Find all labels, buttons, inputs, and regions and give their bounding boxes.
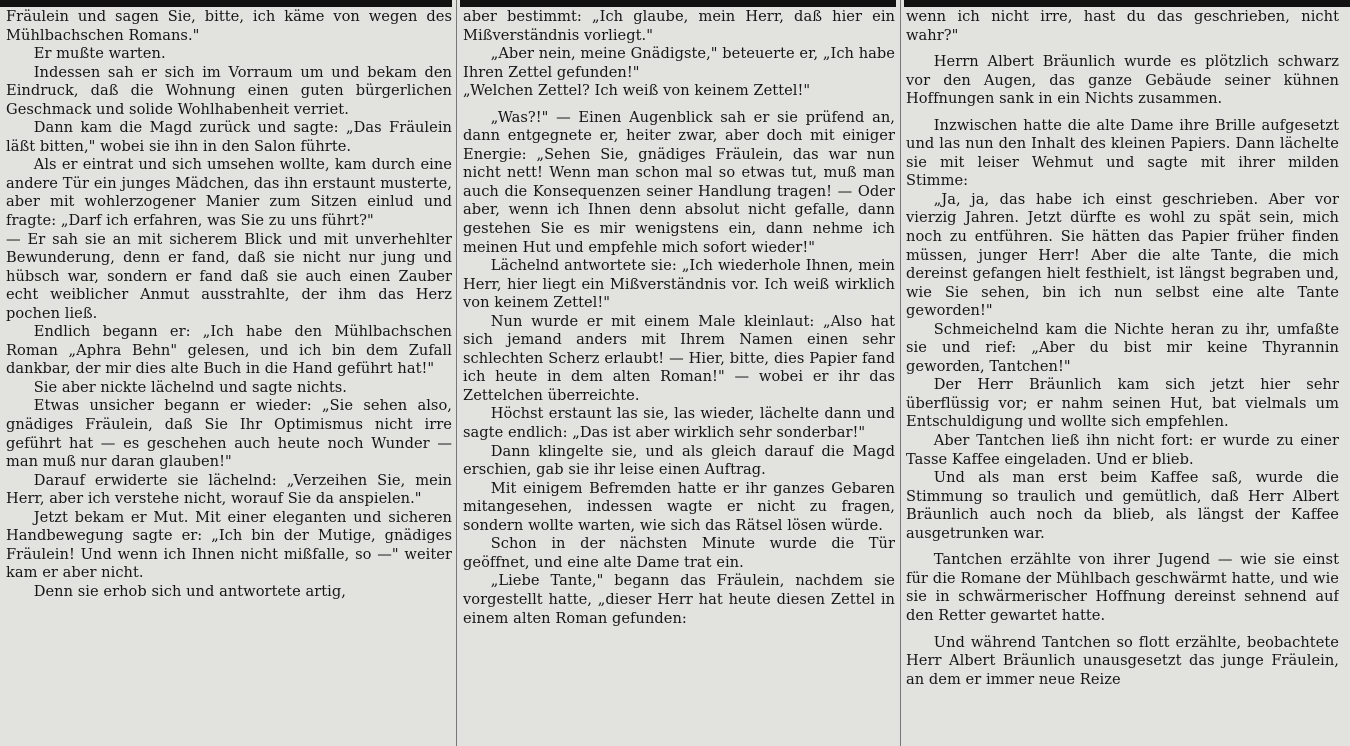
paragraph: aber bestimmt: „Ich glaube, mein Herr, daß hier ein Mißverständnis vorliegt."	[463, 8, 895, 44]
paragraph: Herrn Albert Bräunlich wurde es plötzlich schwarz vor den Augen, das ganze Gebäude seiner kühnen Hoffnungen sank in ein Nichts zusammen.	[906, 53, 1339, 108]
paragraph: Jetzt bekam er Mut. Mit einer eleganten und sicheren Handbewegung sagte er: „Ich bin der Mutige, gnädiges Fräulein! Und wenn ich Ihnen nicht mißfalle, so —" weiter kam er aber nicht.	[6, 508, 452, 582]
paragraph: Nun wurde er mit einem Male kleinlaut: „Also hat sich jemand anders mit Ihrem Namen einen sehr schlechten Scherz erlaubt! — Hier, bitte, dies Papier fand ich heute in dem alten Roman!" — wobei er ihr das Zettelchen überreichte.	[463, 312, 895, 404]
paragraph: Denn sie erhob sich und antwortete artig,	[33, 582, 346, 600]
paragraph: wenn ich nicht irre, hast du das geschrieben, nicht wahr?"	[906, 8, 1339, 44]
paragraph: Tantchen erzählte von ihrer Jugend — wie sie einst für die Romane der Mühlbach geschwärmt hatte, und wie sie in schwärmerischer Hoffnung dereinst sehnend auf den Retter gewartet hatte.	[906, 551, 1339, 624]
paragraph: „Welchen Zettel? Ich weiß von keinem Zettel!"	[463, 82, 811, 100]
paragraph: Fräulein und sagen Sie, bitte, ich käme von wegen des Mühlbachschen Romans."	[6, 8, 452, 44]
top-rule	[0, 0, 452, 7]
paragraph: Darauf erwiderte sie lächelnd: „Verzeihen Sie, mein Herr, aber ich verstehe nicht, worauf Sie da anspielen."	[6, 471, 452, 508]
paragraph: „Liebe Tante," begann das Fräulein, nachdem sie vorgestellt hatte, „dieser Herr hat heute diesen Zettel in einem alten Roman gefunden:	[463, 572, 895, 627]
paragraph: Inzwischen hatte die alte Dame ihre Brille aufgesetzt und las nun den Inhalt des kleinen Papiers. Dann lächelte sie mit leiser Wehmut und sagte mit ihrer milden Stimme:	[906, 116, 1339, 190]
paragraph: Als er eintrat und sich umsehen wollte, kam durch eine andere Tür ein junges Mädchen, das ihn erstaunt musterte, aber mit wohlerzogener Manier zum Sitzen einlud und fragte: „Darf ich erfahren, was Sie zu uns führt?"	[6, 156, 452, 230]
paragraph: Dann klingelte sie, und als gleich darauf die Magd erschien, gab sie ihr leise einen Auftrag.	[463, 442, 895, 479]
paragraph: Der Herr Bräunlich kam sich jetzt hier sehr überflüssig vor; er nahm seinen Hut, bat vielmals um Entschuldigung und wollte sich empfehlen.	[906, 376, 1339, 431]
text-column-3	[906, 8, 1339, 746]
paragraph: Etwas unsicher begann er wieder: „Sie sehen also, gnädiges Fräulein, daß Sie Ihr Optimismus nicht irre geführt hat — es geschehen auch heute noch Wunder — man muß nur daran glauben!"	[6, 397, 452, 471]
paragraph: Dann kam die Magd zurück und sagte: „Das Fräulein läßt bitten," wobei sie ihn in den Salon führte.	[6, 119, 452, 155]
paragraph: Schon in der nächsten Minute wurde die Tür geöffnet, und eine alte Dame trat ein.	[463, 535, 895, 571]
text-column-1	[6, 8, 452, 746]
paragraph: Höchst erstaunt las sie, las wieder, lächelte dann und sagte endlich: „Das ist aber wirklich sehr sonderbar!"	[463, 405, 895, 442]
paragraph: Mit einigem Befremden hatte er ihr ganzes Gebaren mitangesehen, indessen wagte er nicht zu fragen, sondern wollte warten, wie sich das Rätsel lösen würde.	[463, 479, 895, 534]
paragraph: Sie aber nickte lächelnd und sagte nichts.	[33, 378, 347, 396]
paragraph: Endlich begann er: „Ich habe den Mühlbachschen Roman „Aphra Behn" gelesen, und ich bin dem Zufall dankbar, der mir dies alte Buch in die Hand geführt hat!"	[6, 323, 452, 378]
paragraph: „Aber nein, meine Gnädigste," beteuerte er, „Ich habe Ihren Zettel gefunden!"	[463, 45, 895, 81]
paragraph: Aber Tantchen ließ ihn nicht fort: er wurde zu einer Tasse Kaffee eingeladen. Und er blieb.	[906, 432, 1339, 468]
paragraph: Schmeichelnd kam die Nichte heran zu ihr, umfaßte sie und rief: „Aber du bist mir keine Thyrannin geworden, Tantchen!"	[906, 320, 1339, 375]
column-separator	[456, 0, 457, 746]
paragraph: „Was?!" — Einen Augenblick sah er sie prüfend an, dann entgegnete er, heiter zwar, aber doch mit einiger Energie: „Sehen Sie, gnädiges Fräulein, das war nun nicht nett! Wenn man schon mal so etwas tut, muß man auch die Konsequenzen seiner Handlung tragen! — Oder aber, wenn ich Ihnen denn absolut nicht gefalle, dann gestehen Sie es mir wenigstens ein, dann nehme ich meinen Hut und empfehle mich sofort wieder!"	[463, 108, 895, 256]
paragraph: Indessen sah er sich im Vorraum um und bekam den Eindruck, daß die Wohnung einen guten bürgerlichen Geschmack und solide Wohlhabenheit verriet.	[6, 63, 452, 118]
top-rule	[460, 0, 896, 7]
paragraph: „Ja, ja, das habe ich einst geschrieben. Aber vor vierzig Jahren. Jetzt dürfte es wohl zu spät sein, mich noch zu entführen. Sie hätten das Papier früher finden müssen, junger Herr! Aber die alte Tante, die mich dereinst gefangen hielt festhielt, ist längst begraben und, wie Sie sehen, bin ich nun selbst eine alte Tante geworden!"	[906, 190, 1339, 320]
paragraph: Und als man erst beim Kaffee saß, wurde die Stimmung so traulich und gemütlich, daß Herr Albert Bräunlich auch noch da blieb, als längst der Kaffee ausgetrunken war.	[906, 469, 1339, 542]
paragraph: Lächelnd antwortete sie: „Ich wiederhole Ihnen, mein Herr, hier liegt ein Mißverständnis vor. Ich weiß wirklich von keinem Zettel!"	[463, 257, 895, 312]
paragraph: — Er sah sie an mit sicherem Blick und mit unverhehlter Bewunderung, denn er fand, daß sie nicht nur jung und hübsch war, sondern er fand daß sie auch einen Zauber echt weiblicher Anmut ausstrahlte, der ihm das Herz pochen ließ.	[6, 230, 452, 322]
top-rule	[904, 0, 1350, 7]
paragraph: Er mußte warten.	[33, 45, 166, 63]
text-column-2	[463, 8, 895, 746]
paragraph: Und während Tantchen so flott erzählte, beobachtete Herr Albert Bräunlich unausgesetzt das junge Fräulein, an dem er immer neue Reize	[906, 633, 1339, 688]
column-separator	[900, 0, 901, 746]
